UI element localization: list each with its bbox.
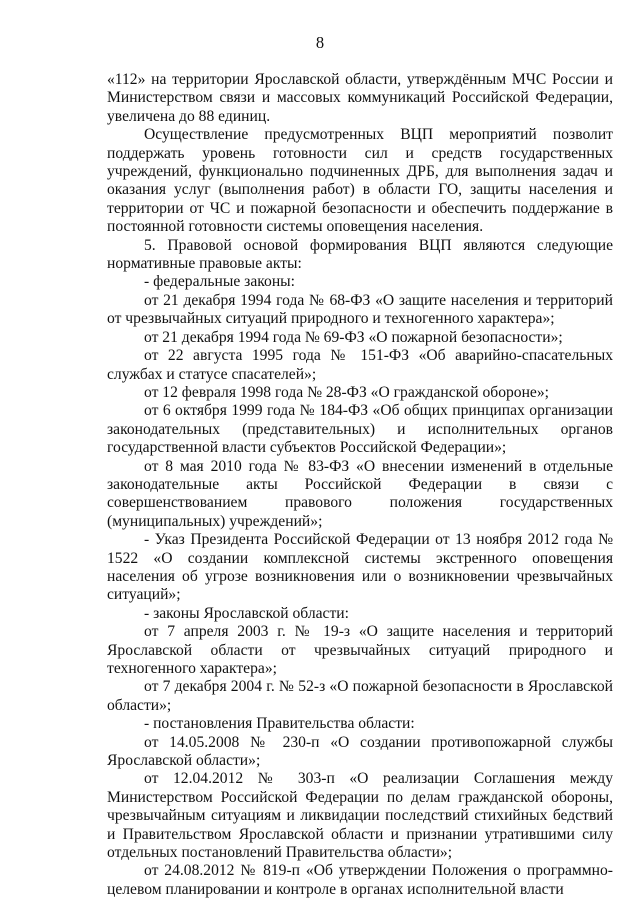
paragraph-program-effect: Осуществление предусмотренных ВЦП мероприятий позволит поддержать уровень готовности сил и средств государственных учреждений, функционально подчиненных ДРБ, для выполнения задач и оказания услуг (выполнения работ) в области ГО, защиты населения и территории от ЧС и пожарной безопасности и обеспечить поддержание в постоянной готовности системы оповещения населения. [107,126,613,236]
list-item-law-28-fz: от 12 февраля 1998 года № 28-ФЗ «О гражданской обороне»; [144,383,549,401]
list-heading-regional-laws: - законы Ярославской области: [144,604,349,622]
list-item-law-83-fz: от 8 мая 2010 года № 83-ФЗ «О внесении изменений в отдельные законодательные акты Российской Федерации в связи с совершенствованием правового положения государственных (муниципальных) учреждений»; [107,457,613,530]
paragraph-legal-basis-heading: 5. Правовой основой формирования ВЦП являются следующие нормативные правовые акты: [107,236,613,273]
list-heading-government-resolutions: - постановления Правительства области: [144,715,415,733]
paragraph-intro-continued: «112» на территории Ярославской области, утверждённым МЧС России и Министерством связи и массовых коммуникаций Российской Федерации, увеличена до 88 единиц. [107,71,613,125]
list-item-resolution-819-p: от 24.08.2012 № 819-п «Об утверждении Положения о программно-целевом планировании и контроле в органах исполнительной власти [107,862,613,898]
page-number: 8 [315,33,325,52]
list-item-law-68-fz: от 21 декабря 1994 года № 68-ФЗ «О защите населения и территорий от чрезвычайных ситуаций природного и техногенного характера»; [107,291,613,328]
list-item-law-151-fz: от 22 августа 1995 года № 151-ФЗ «Об аварийно-спасательных службах и статусе спасателей»; [107,347,613,383]
list-item-regional-law-52-z: от 7 декабря 2004 г. № 52-з «О пожарной безопасности в Ярославской области»; [107,678,613,714]
list-item-resolution-303-p: от 12.04.2012 № 303-п «О реализации Соглашения между Министерством Российской Федерации по делам гражданской обороны, чрезвычайным ситуациям и ликвидации последствий стихийных бедствий и Правительством Ярославской области и признании утратившими силу отдельных постановлений Правительства области»; [107,770,613,862]
document-text [107,71,613,899]
list-item-presidential-decree-1522: - Указ Президента Российской Федерации от 13 ноября 2012 года № 1522 «О создании комплексной системы экстренного оповещения населения об угрозе возникновения или о возникновении чрезвычайных ситуаций»; [107,531,613,604]
list-item-regional-law-19-z: от 7 апреля 2003 г. № 19-з «О защите населения и территорий Ярославской области от чрезвычайных ситуаций природного и техногенного характера»; [107,623,613,677]
list-item-law-69-fz: от 21 декабря 1994 года № 69-ФЗ «О пожарной безопасности»; [144,328,563,346]
list-item-law-184-fz: от 6 октября 1999 года № 184-ФЗ «Об общих принципах организации законодательных (представительных) и исполнительных органов государственной власти субъектов Российской Федерации»; [107,402,613,457]
list-heading-federal-laws: - федеральные законы: [144,273,295,291]
list-item-resolution-230-p: от 14.05.2008 № 230-п «О создании противопожарной службы Ярославской области»; [107,733,613,770]
